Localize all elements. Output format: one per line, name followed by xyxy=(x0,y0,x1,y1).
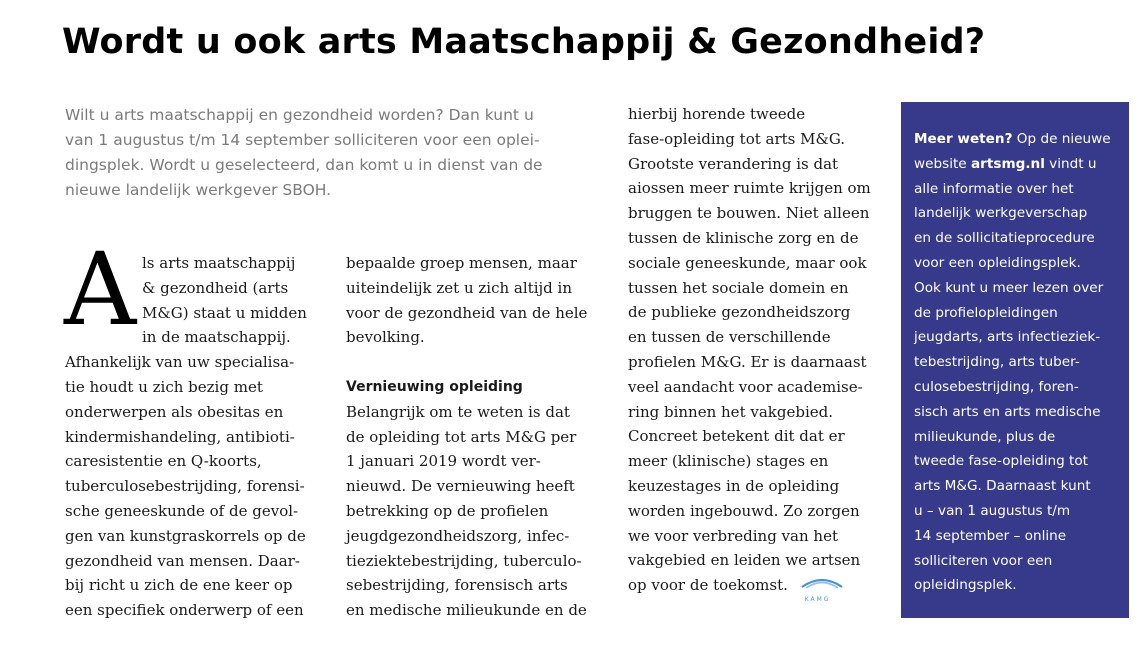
sidebar-text-post: vindt u xyxy=(1044,155,1097,172)
body-line: tie houdt u zich bezig met xyxy=(65,377,263,396)
body-line: we voor verbreding van het xyxy=(628,526,838,545)
body-line: ls arts maatschappij xyxy=(142,254,296,272)
sidebar-line: Ook kunt u meer lezen over xyxy=(914,279,1104,296)
body-line: tieziektebestrijding, tuberculo- xyxy=(346,551,582,570)
body-line: een specifiek onderwerp of een xyxy=(65,601,304,620)
body-line: Concreet betekent dit dat er xyxy=(628,427,845,446)
body-line: ring binnen het vakgebied. xyxy=(628,402,833,421)
page-title: Wordt u ook arts Maatschappij & Gezondheid? xyxy=(62,22,986,62)
drop-cap: A xyxy=(64,231,137,348)
logo-text: KAMG xyxy=(804,596,831,604)
article-column-3 xyxy=(628,102,888,604)
sidebar-line: tebestrijding, arts tuber- xyxy=(914,354,1080,371)
body-line: & gezondheid (arts xyxy=(142,278,289,297)
body-line-last xyxy=(628,573,888,604)
sidebar-line: en de sollicitatieprocedure xyxy=(914,230,1095,247)
body-line: in de maatschappij. xyxy=(142,328,291,347)
sidebar-line xyxy=(914,152,1111,177)
article-column-2 xyxy=(346,251,606,623)
body-line: bevolking. xyxy=(346,328,425,347)
body-line: 1 januari 2019 wordt ver- xyxy=(346,452,541,471)
body-line: gezondheid van mensen. Daar- xyxy=(65,551,300,570)
body-line: fase-opleiding tot arts M&G. xyxy=(628,129,846,148)
sidebar-line: landelijk werkgeverschap xyxy=(914,205,1088,222)
website-link[interactable]: artsmg.nl xyxy=(970,155,1045,172)
sidebar-line: sisch arts en arts medische xyxy=(914,403,1101,420)
body-line: Grootste verandering is dat xyxy=(628,154,839,173)
info-sidebar xyxy=(901,102,1129,618)
sidebar-text xyxy=(914,127,1111,598)
body-line: worden ingebouwd. Zo zorgen xyxy=(628,501,860,520)
body-line: keuzestages in de opleiding xyxy=(628,476,840,495)
body-line: en tussen de verschillende xyxy=(628,328,831,347)
sidebar-lead: Meer weten? xyxy=(914,131,1013,147)
body-line: tuberculosebestrijding, forensi- xyxy=(65,477,305,496)
sidebar-lead-rest: Op de nieuwe xyxy=(1012,131,1111,147)
body-line: tussen het sociale domein en xyxy=(628,278,849,297)
body-line: caresistentie en Q-koorts, xyxy=(65,452,262,471)
intro-line: dingsplek. Wordt u geselecteerd, dan komt u in dienst van de xyxy=(65,156,543,174)
kamg-logo-icon xyxy=(799,575,845,604)
paragraph-gap xyxy=(346,350,606,375)
body-line: voor de gezondheid van de hele xyxy=(346,303,588,322)
sidebar-line: culosebestrijding, foren- xyxy=(914,378,1079,395)
sidebar-line: milieukunde, plus de xyxy=(914,428,1056,445)
body-line-text: op voor de toekomst. xyxy=(628,576,788,595)
sidebar-line: u – van 1 augustus t/m xyxy=(914,502,1071,519)
intro-paragraph xyxy=(65,103,585,203)
intro-line: nieuwe landelijk werkgever SBOH. xyxy=(65,181,332,199)
body-line: de opleiding tot arts M&G per xyxy=(346,427,577,446)
sidebar-line: 14 september – online xyxy=(914,527,1067,544)
sidebar-line: opleidingsplek. xyxy=(914,577,1017,594)
body-line: gen van kunstgraskorrels op de xyxy=(65,526,306,545)
body-line: aiossen meer ruimte krijgen om xyxy=(628,179,871,198)
body-line: meer (klinische) stages en xyxy=(628,452,829,471)
intro-line: Wilt u arts maatschappij en gezondheid worden? Dan kunt u xyxy=(65,106,534,124)
body-line: bruggen te bouwen. Niet alleen xyxy=(628,204,870,223)
section-subheading: Vernieuwing opleiding xyxy=(346,378,523,395)
body-line: onderwerpen als obesitas en xyxy=(65,402,284,421)
sidebar-line: jeugdarts, arts infectieziek- xyxy=(914,329,1101,346)
body-line: Afhankelijk van uw specialisa- xyxy=(65,353,295,372)
body-line: M&G) staat u midden xyxy=(142,303,307,322)
intro-line: van 1 augustus t/m 14 september solliciteren voor een oplei- xyxy=(65,131,540,149)
body-line: kindermishandeling, antibioti- xyxy=(65,427,295,446)
body-line: hierbij horende tweede xyxy=(628,105,806,123)
body-line: sche geneeskunde of de gevol- xyxy=(65,501,299,520)
sidebar-line: voor een opleidingsplek. xyxy=(914,254,1081,271)
body-line: sebestrijding, forensisch arts xyxy=(346,576,568,595)
body-line: nieuwd. De vernieuwing heeft xyxy=(346,477,575,496)
body-line: veel aandacht voor academise- xyxy=(628,377,863,396)
sidebar-line xyxy=(914,127,1111,152)
body-line: de publieke gezondheidszorg xyxy=(628,303,851,322)
sidebar-line: solliciteren voor een xyxy=(914,552,1053,569)
body-line: profielen M&G. Er is daarnaast xyxy=(628,352,867,371)
body-line: betrekking op de profielen xyxy=(346,501,549,520)
sidebar-text-pre: website xyxy=(914,155,971,172)
body-line: bepaalde groep mensen, maar xyxy=(346,254,577,272)
body-line: jeugdgezondheidszorg, infec- xyxy=(346,526,570,545)
sidebar-line: arts M&G. Daarnaast kunt xyxy=(914,478,1091,495)
body-line: tussen de klinische zorg en de xyxy=(628,228,859,247)
sidebar-line: alle informatie over het xyxy=(914,180,1074,197)
body-line: vakgebied en leiden we artsen xyxy=(628,551,861,570)
body-line: en medische milieukunde en de xyxy=(346,601,587,620)
article-column-1 xyxy=(65,251,325,623)
body-line: sociale geneeskunde, maar ook xyxy=(628,253,867,272)
body-line: Belangrijk om te weten is dat xyxy=(346,402,570,421)
body-line: uiteindelijk zet u zich altijd in xyxy=(346,278,572,297)
body-line: bij richt u zich de ene keer op xyxy=(65,576,293,595)
sidebar-line: de profielopleidingen xyxy=(914,304,1058,321)
sidebar-line: tweede fase-opleiding tot xyxy=(914,453,1089,470)
